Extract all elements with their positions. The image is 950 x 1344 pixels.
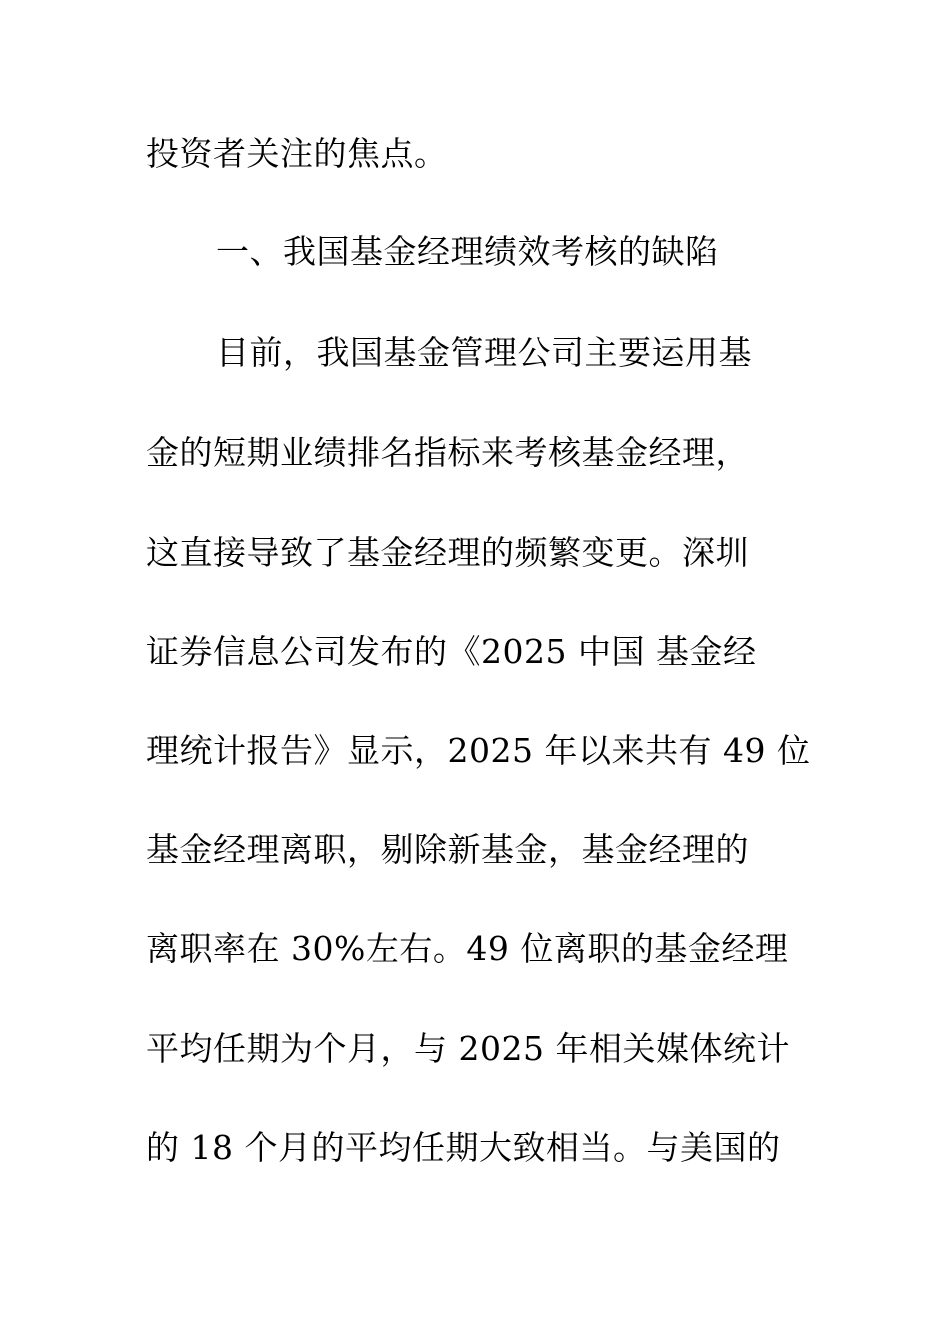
text-line: 这直接导致了基金经理的频繁变更。深圳 xyxy=(146,533,749,572)
paragraph-first-line: 目前，我国基金管理公司主要运用基 xyxy=(216,333,752,372)
text-line: 证券信息公司发布的《2025 中国 基金经 xyxy=(146,632,757,671)
text-line: 的 18 个月的平均任期大致相当。与美国的 xyxy=(146,1128,781,1167)
text-line: 投资者关注的焦点。 xyxy=(146,134,448,173)
text-line: 离职率在 30%左右。49 位离职的基金经理 xyxy=(146,929,789,968)
text-line: 基金经理离职，剔除新基金，基金经理的 xyxy=(146,830,749,869)
text-line: 平均任期为个月，与 2025 年相关媒体统计 xyxy=(146,1029,790,1068)
text-line: 金的短期业绩排名指标来考核基金经理， xyxy=(146,433,749,472)
text-line: 理统计报告》显示，2025 年以来共有 49 位 xyxy=(146,731,811,770)
section-heading: 一、我国基金经理绩效考核的缺陷 xyxy=(216,232,719,271)
